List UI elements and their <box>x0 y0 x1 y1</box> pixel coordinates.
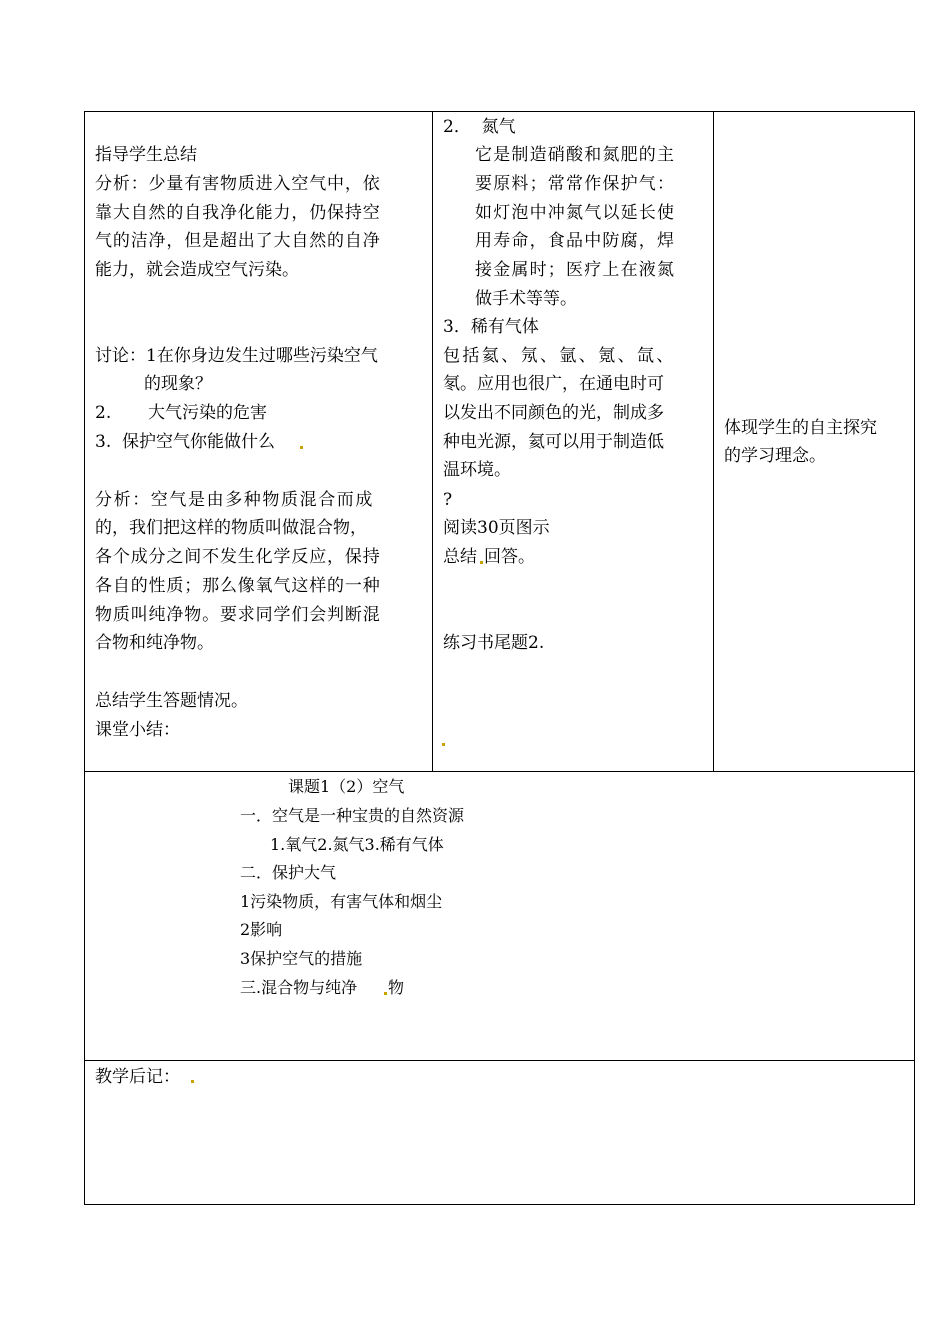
table-border-row2 <box>84 1060 915 1061</box>
table-border-right <box>914 111 915 1205</box>
text-line: 种电光源，氦可以用于制造低 <box>443 432 664 452</box>
text-line: 练习书尾题2. <box>443 633 545 653</box>
board-line: 物 <box>388 978 405 997</box>
text-line: 大气污染的危害 <box>148 403 267 423</box>
table-border-bottom <box>84 1204 915 1205</box>
text-line: 接金属时；医疗上在液氮 <box>475 260 676 280</box>
text-line: 体现学生的自主探究 <box>724 418 877 438</box>
table-border-left <box>84 111 85 1205</box>
text-line: 气的洁净，但是超出了大自然的自净 <box>95 231 381 251</box>
text-line: 以发出不同颜色的光，制成多 <box>443 403 664 423</box>
text-line: 做手术等等。 <box>475 289 577 309</box>
text-line: 的，我们把这样的物质叫做混合物， <box>95 518 367 538</box>
text-line: 氡。应用也很广，在通电时可 <box>443 374 664 394</box>
text-line: 2. <box>95 403 112 423</box>
marker-dot <box>480 561 483 564</box>
text-line: 的学习理念。 <box>724 446 826 466</box>
text-line: 它是制造硝酸和氮肥的主 <box>475 145 676 165</box>
text-line: 回答。 <box>484 547 535 567</box>
board-line: 2影响 <box>240 920 283 939</box>
board-line: 1.氧气2.氮气3.稀有气体 <box>270 835 444 854</box>
board-line: 3保护空气的措施 <box>240 949 363 968</box>
text-line: 用寿命，食品中防腐，焊 <box>475 231 676 251</box>
table-divider-col2 <box>713 111 714 772</box>
text-line: 各个成分之间不发生化学反应，保持 <box>95 547 381 567</box>
table-divider-col1 <box>432 111 433 772</box>
text-line: 3. 保护空气你能做什么 <box>95 432 276 452</box>
marker-dot <box>384 992 387 995</box>
text-line: 总结 <box>443 547 477 567</box>
text-line: 的现象？ <box>144 374 212 394</box>
board-line: 一．空气是一种宝贵的自然资源 <box>240 806 465 825</box>
text-line: 分析：少量有害物质进入空气中，依 <box>95 174 381 194</box>
text-line: 合物和纯净物。 <box>95 633 214 653</box>
marker-dot <box>300 446 303 449</box>
table-border-top <box>84 111 915 112</box>
text-line: 要原料；常常作保护气： <box>475 174 676 194</box>
text-line: 课堂小结： <box>95 720 180 740</box>
text-line: 指导学生总结 <box>95 145 197 165</box>
board-line: 二．保护大气 <box>240 863 337 882</box>
table-border-row1 <box>84 771 915 772</box>
text-line: 靠大自然的自我净化能力，仍保持空 <box>95 203 381 223</box>
text-line: 2． 氮气 <box>443 117 516 137</box>
text-line: 如灯泡中冲氮气以延长使 <box>475 203 676 223</box>
text-line: 物质叫纯净物。要求同学们会判断混 <box>95 605 381 625</box>
text-line: 温环境。 <box>443 460 511 480</box>
text-line: 总结学生答题情况。 <box>95 691 248 711</box>
text-line: 能力，就会造成空气污染。 <box>95 260 299 280</box>
text-line: 阅读30页图示 <box>443 518 550 538</box>
board-line: 三.混合物与纯净 <box>240 978 358 997</box>
postscript-label: 教学后记： <box>95 1067 180 1087</box>
text-line: 包括氦、氖、氩、氪、氙、 <box>443 346 676 366</box>
board-title: 课题1（2）空气 <box>288 777 405 796</box>
text-line: 各自的性质；那么像氧气这样的一种 <box>95 576 381 596</box>
marker-dot <box>442 743 445 746</box>
marker-dot <box>191 1080 194 1083</box>
text-line: ? <box>443 490 453 510</box>
text-line: 3．稀有气体 <box>443 317 539 337</box>
board-line: 1污染物质，有害气体和烟尘 <box>240 892 443 911</box>
text-line: 讨论：1在你身边发生过哪些污染空气 <box>95 346 378 366</box>
text-line: 分析：空气是由多种物质混合而成 <box>95 490 374 510</box>
